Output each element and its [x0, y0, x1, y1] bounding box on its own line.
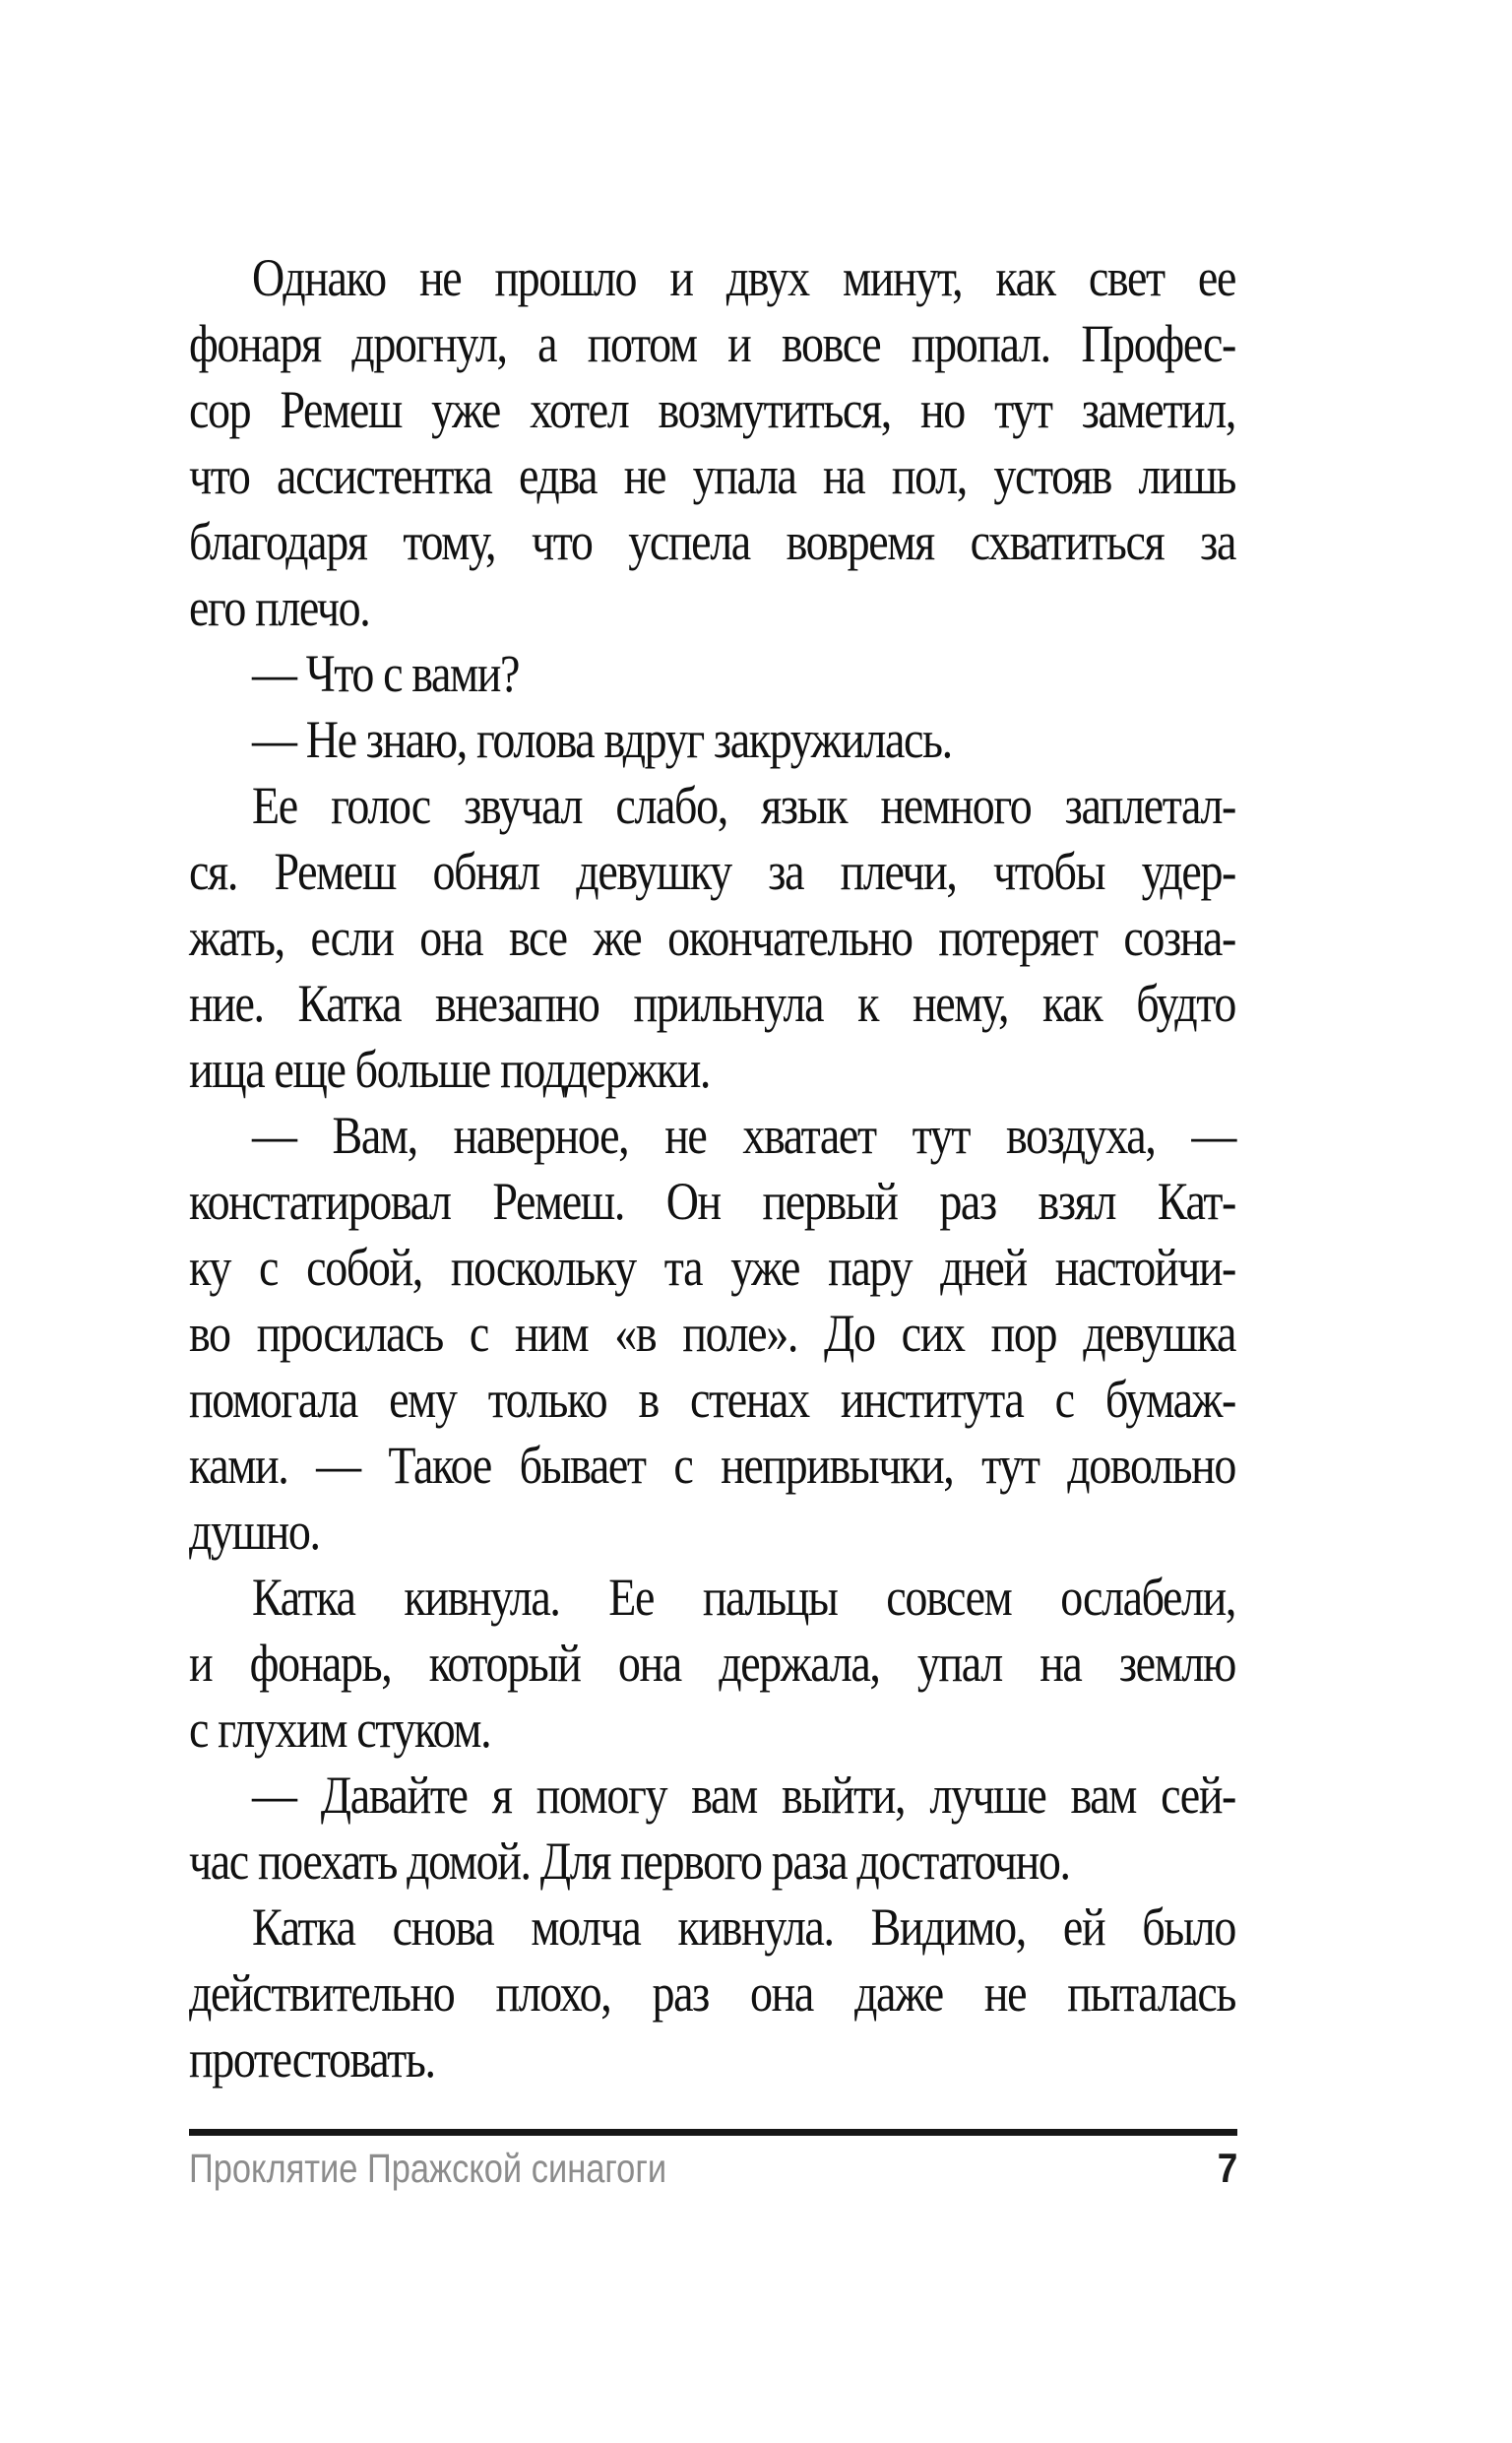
text-line: во просилась с ним «в поле». До сих пор девушка — [189, 1303, 1235, 1363]
text-line: констатировал Ремеш. Он первый раз взял Кат- — [189, 1171, 1235, 1231]
text-line: — Давайте я помогу вам выйти, лучше вам сей- — [252, 1765, 1235, 1825]
text-line: жать, если она все же окончательно потеряет созна- — [189, 907, 1235, 967]
text-line: Катка снова молча кивнула. Видимо, ей было — [252, 1897, 1235, 1957]
text-line: сор Ремеш уже хотел возмутиться, но тут заметил, — [189, 379, 1235, 439]
text-line: час поехать домой. Для первого раза достаточно. — [189, 1831, 1070, 1891]
text-line: — Что с вами? — [252, 643, 520, 703]
text-line: ся. Ремеш обнял девушку за плечи, чтобы удер- — [189, 841, 1235, 901]
footer-rule — [189, 2129, 1237, 2136]
text-line: благодаря тому, что успела вовремя схватиться за — [189, 511, 1235, 571]
text-line: действительно плохо, раз она даже не пыталась — [189, 1962, 1235, 2023]
text-line: Ее голос звучал слабо, язык немного заплетал- — [252, 775, 1235, 835]
text-line: ку с собой, поскольку та уже пару дней настойчи- — [189, 1237, 1235, 1297]
text-line: ние. Катка внезапно прильнула к нему, как будто — [189, 973, 1235, 1033]
text-line: и фонарь, который она держала, упал на землю — [189, 1633, 1235, 1693]
text-line: — Вам, наверное, не хватает тут воздуха, — — [252, 1105, 1235, 1165]
page-number: 7 — [1217, 2145, 1237, 2191]
text-line: Однако не прошло и двух минут, как свет ее — [252, 247, 1235, 307]
page-text — [189, 244, 1235, 2091]
text-line: — Не знаю, голова вдруг закружилась. — [252, 709, 952, 769]
footer — [189, 2145, 1237, 2192]
text-line: протестовать. — [189, 2028, 435, 2089]
running-title: Проклятие Пражской синагоги — [189, 2146, 667, 2191]
text-line: помогала ему только в стенах института с бумаж- — [189, 1369, 1235, 1429]
text-line: с глухим стуком. — [189, 1699, 491, 1759]
text-line: его плечо. — [189, 577, 370, 637]
text-line: фонаря дрогнул, а потом и вовсе пропал. Профес- — [189, 313, 1235, 373]
text-line: душно. — [189, 1501, 320, 1561]
text-line: ками. — Такое бывает с непривычки, тут довольно — [189, 1435, 1235, 1495]
text-line: ища еще больше поддержки. — [189, 1039, 711, 1099]
text-line: Катка кивнула. Ее пальцы совсем ослабели, — [252, 1567, 1235, 1627]
text-line: что ассистентка едва не упала на пол, устояв лишь — [189, 445, 1235, 505]
